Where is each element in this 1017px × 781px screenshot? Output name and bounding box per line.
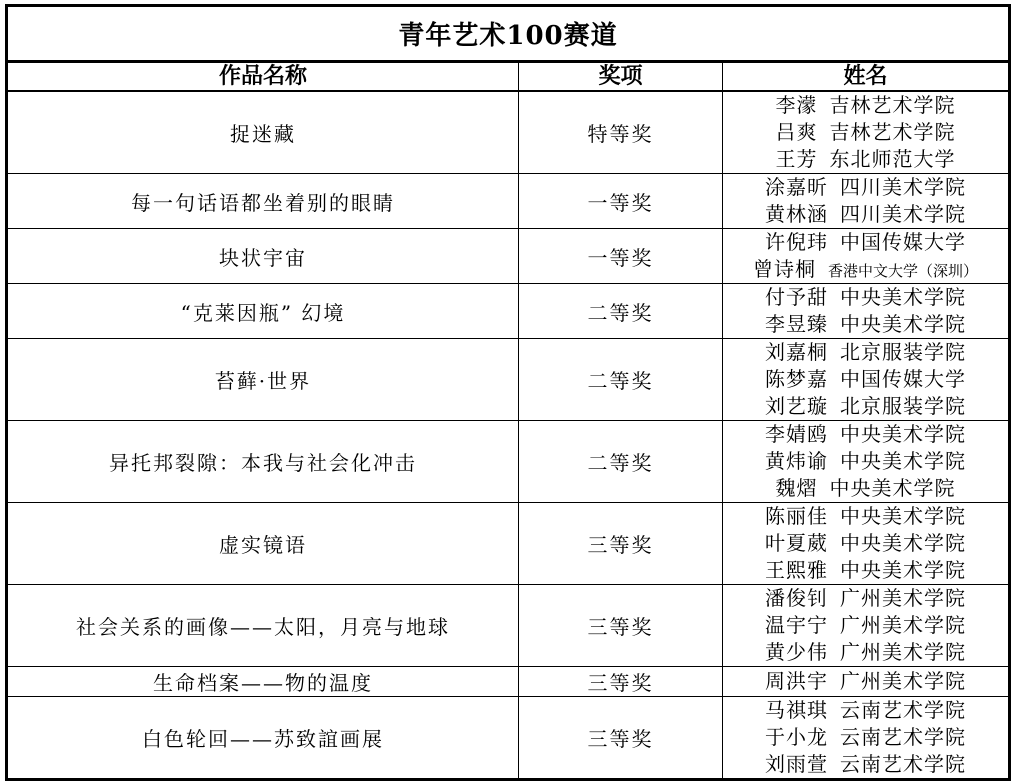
awards-table [5, 4, 1011, 781]
work-title-cell: 生命档案——物的温度 [7, 667, 519, 697]
names-cell [723, 697, 1010, 780]
award-cell: 一等奖 [519, 229, 723, 284]
names-cell [723, 421, 1010, 503]
person-name: 黄少伟 [765, 640, 828, 664]
names-cell [723, 667, 1010, 697]
person-name: 于小龙 [765, 725, 828, 749]
school-name: 广州美术学院 [840, 586, 966, 610]
award-cell: 二等奖 [519, 284, 723, 339]
name-line [723, 92, 1008, 119]
person-name: 吕爽 [775, 120, 818, 144]
name-line [723, 256, 1008, 283]
school-name: 云南艺术学院 [840, 752, 966, 776]
person-name: 李婧鸥 [765, 422, 828, 446]
name-line [723, 421, 1008, 448]
name-line [723, 639, 1008, 666]
table-row [7, 91, 1010, 174]
table-row [7, 284, 1010, 339]
table-body [7, 91, 1010, 780]
person-name: 王芳 [775, 147, 818, 171]
title-row [7, 6, 1010, 62]
person-name: 李濛 [775, 93, 818, 117]
name-line [723, 612, 1008, 639]
name-line [723, 311, 1008, 338]
table-row [7, 229, 1010, 284]
school-name: 四川美术学院 [840, 175, 966, 199]
school-name: 中国传媒大学 [840, 367, 966, 391]
name-line [723, 146, 1008, 173]
person-name: 付予甜 [765, 285, 828, 309]
award-cell: 三等奖 [519, 697, 723, 780]
names-cell [723, 503, 1010, 585]
school-name: 中央美术学院 [840, 312, 966, 336]
name-line [723, 229, 1008, 256]
names-cell [723, 229, 1010, 284]
school-name: 广州美术学院 [840, 669, 966, 693]
award-cell: 三等奖 [519, 667, 723, 697]
table-row [7, 697, 1010, 780]
work-title-cell: 捉迷藏 [7, 91, 519, 174]
table-row [7, 421, 1010, 503]
name-line [723, 393, 1008, 420]
work-title-cell: “克莱因瓶” 幻境 [7, 284, 519, 339]
person-name: 温宇宁 [765, 613, 828, 637]
school-name: 中央美术学院 [840, 531, 966, 555]
table-row [7, 503, 1010, 585]
name-line [723, 366, 1008, 393]
name-line [723, 475, 1008, 502]
work-title-cell: 苔藓·世界 [7, 339, 519, 421]
person-name: 陈丽佳 [765, 504, 828, 528]
school-name: 中央美术学院 [829, 476, 956, 500]
table-row [7, 174, 1010, 229]
person-name: 涂嘉昕 [765, 175, 828, 199]
names-cell [723, 174, 1010, 229]
person-name: 叶夏葳 [765, 531, 828, 555]
award-cell: 三等奖 [519, 585, 723, 667]
person-name: 王熙雅 [765, 558, 828, 582]
table-row [7, 585, 1010, 667]
header-names: 姓名 [723, 62, 1010, 92]
person-name: 李昱臻 [765, 312, 828, 336]
name-line [723, 119, 1008, 146]
person-name: 黄炜谕 [765, 449, 828, 473]
name-line [723, 585, 1008, 612]
header-work: 作品名称 [7, 62, 519, 92]
award-cell: 二等奖 [519, 421, 723, 503]
name-line [723, 668, 1008, 695]
name-line [723, 339, 1008, 366]
person-name: 陈梦嘉 [765, 367, 828, 391]
table-row [7, 667, 1010, 697]
school-name: 广州美术学院 [840, 640, 966, 664]
name-line [723, 201, 1008, 228]
school-name: 吉林艺术学院 [829, 93, 956, 117]
work-title-cell: 社会关系的画像——太阳，月亮与地球 [7, 585, 519, 667]
name-line [723, 503, 1008, 530]
school-name: 北京服装学院 [840, 394, 966, 418]
award-cell: 特等奖 [519, 91, 723, 174]
header-award: 奖项 [519, 62, 723, 92]
table-title: 青年艺术100赛道 [7, 6, 1010, 62]
school-name: 中央美术学院 [840, 504, 966, 528]
award-cell: 二等奖 [519, 339, 723, 421]
school-name: 吉林艺术学院 [829, 120, 956, 144]
school-name: 东北师范大学 [829, 147, 956, 171]
work-title-cell: 块状宇宙 [7, 229, 519, 284]
name-line [723, 174, 1008, 201]
school-name: 中央美术学院 [840, 449, 966, 473]
school-name: 中央美术学院 [840, 422, 966, 446]
award-cell: 一等奖 [519, 174, 723, 229]
school-name: 中国传媒大学 [840, 230, 966, 254]
names-cell [723, 284, 1010, 339]
names-cell [723, 585, 1010, 667]
school-name: 云南艺术学院 [840, 725, 966, 749]
header-row [7, 62, 1010, 92]
name-line [723, 284, 1008, 311]
work-title-cell: 虚实镜语 [7, 503, 519, 585]
name-line [723, 557, 1008, 584]
work-title-cell: 异托邦裂隙：本我与社会化冲击 [7, 421, 519, 503]
person-name: 周洪宇 [765, 669, 828, 693]
school-name: 中央美术学院 [840, 558, 966, 582]
school-name: 四川美术学院 [840, 202, 966, 226]
names-cell [723, 339, 1010, 421]
person-name: 刘嘉桐 [765, 340, 828, 364]
person-name: 刘艺璇 [765, 394, 828, 418]
school-name: 中央美术学院 [840, 285, 966, 309]
person-name: 刘雨萱 [765, 752, 828, 776]
names-cell [723, 91, 1010, 174]
name-line [723, 530, 1008, 557]
person-name: 许倪玮 [765, 230, 828, 254]
person-name: 曾诗桐 [752, 257, 816, 281]
school-name: 香港中文大学（深圳） [827, 262, 978, 280]
name-line [723, 448, 1008, 475]
work-title-cell: 白色轮回——苏致誼画展 [7, 697, 519, 780]
person-name: 马祺琪 [765, 698, 828, 722]
person-name: 魏熠 [775, 476, 818, 500]
school-name: 北京服装学院 [840, 340, 966, 364]
person-name: 黄林涵 [765, 202, 828, 226]
school-name: 云南艺术学院 [840, 698, 966, 722]
name-line [723, 697, 1008, 724]
school-name: 广州美术学院 [840, 613, 966, 637]
name-line [723, 724, 1008, 751]
work-title-cell: 每一句话语都坐着别的眼睛 [7, 174, 519, 229]
person-name: 潘俊钊 [765, 586, 828, 610]
table-row [7, 339, 1010, 421]
award-cell: 三等奖 [519, 503, 723, 585]
